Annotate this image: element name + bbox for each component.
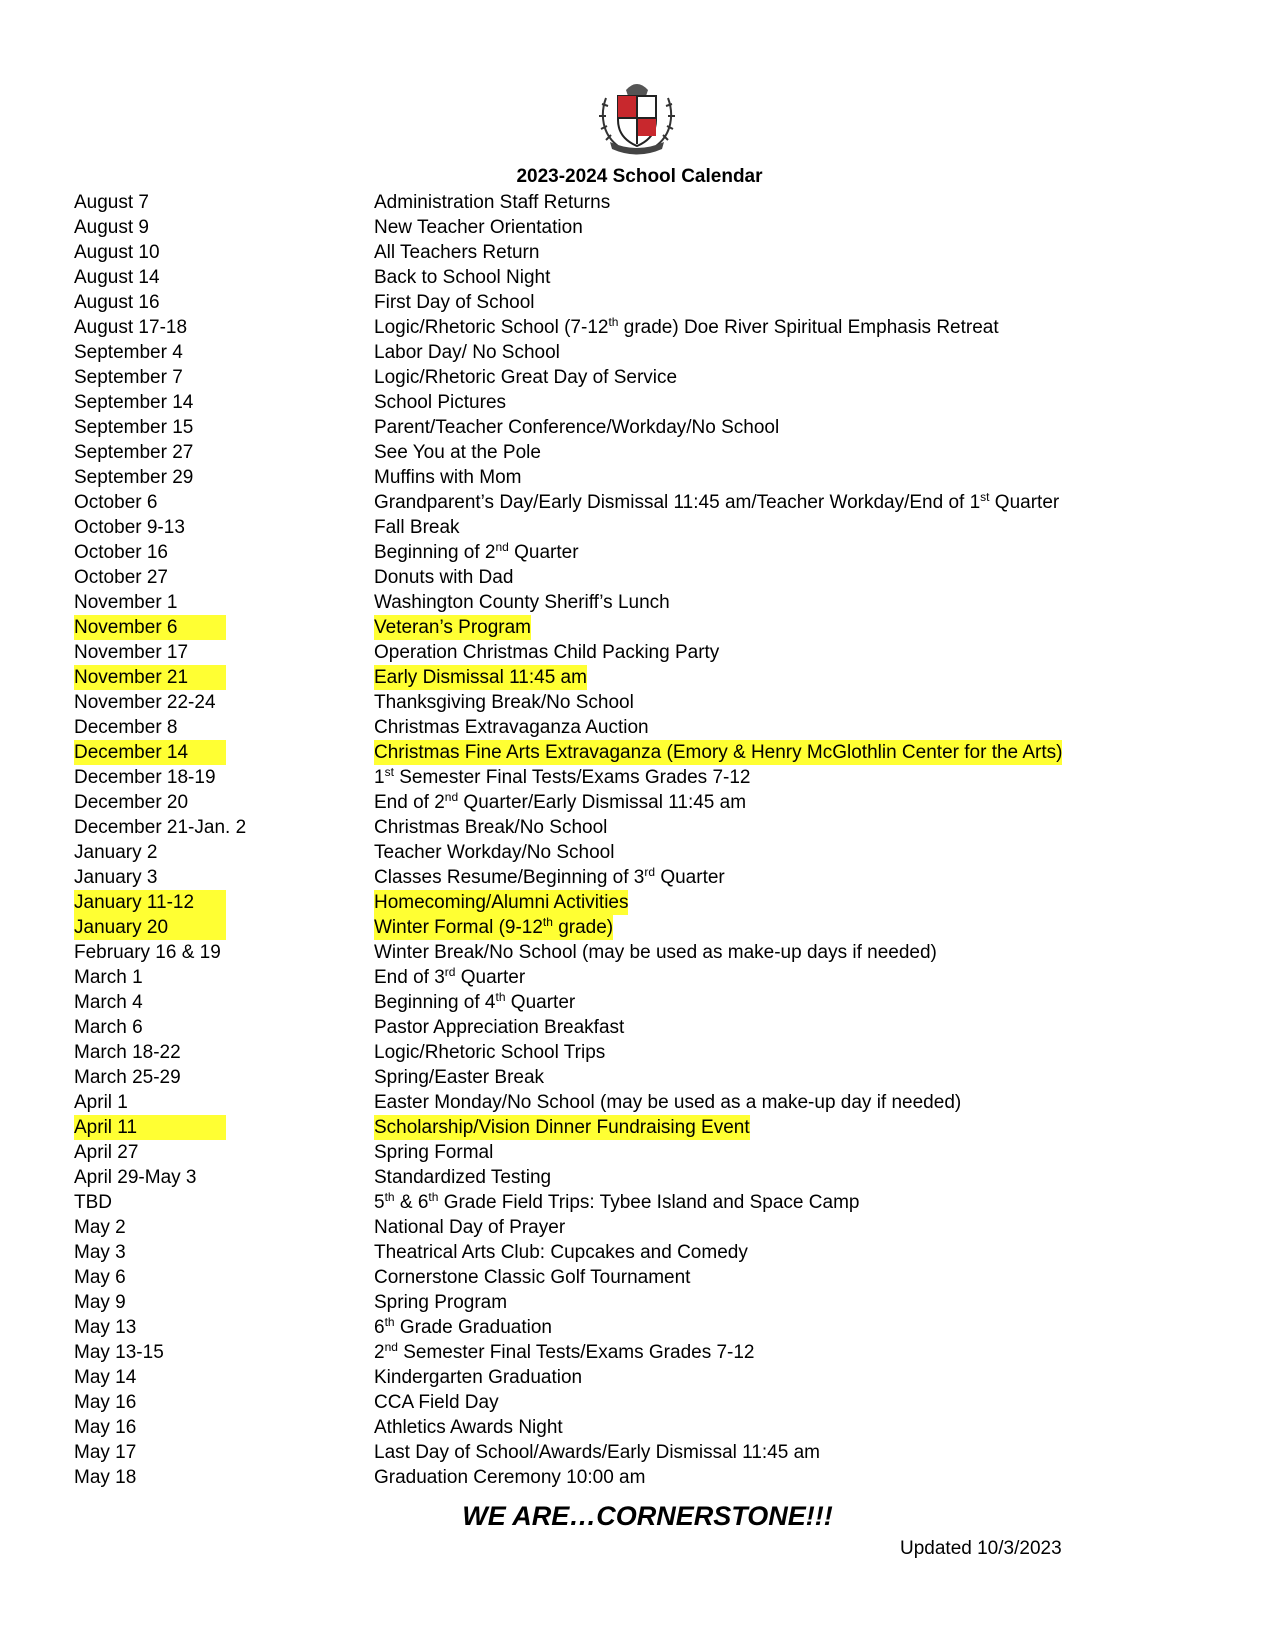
event-row [74, 390, 1214, 415]
event-description [374, 1340, 755, 1365]
event-description-text: grade) Doe River Spiritual Emphasis Retreat [618, 317, 999, 338]
event-description [374, 990, 575, 1015]
ordinal-suffix: th [542, 915, 553, 929]
event-description [374, 565, 513, 590]
event-description-text: Graduation Ceremony 10:00 am [374, 1467, 646, 1488]
event-description [374, 190, 610, 215]
event-description-text: Labor Day/ No School [374, 342, 560, 363]
event-description [374, 1090, 961, 1115]
event-description-text: grade) [552, 917, 614, 938]
event-description [374, 1290, 507, 1315]
updated-date: Updated 10/3/2023 [900, 1538, 1062, 1559]
event-description-text: Beginning of 4 [374, 992, 496, 1013]
event-description [374, 1415, 563, 1440]
event-description-text: First Day of School [374, 292, 535, 313]
event-description [374, 365, 677, 390]
event-date: September 7 [74, 367, 183, 388]
event-row [74, 1390, 1214, 1415]
crest-helmet [626, 84, 648, 96]
event-description-text: End of 2 [374, 792, 445, 813]
event-description [374, 1190, 859, 1215]
event-description [374, 515, 460, 540]
event-description-text: Beginning of 2 [374, 542, 496, 563]
event-description-text: National Day of Prayer [374, 1217, 566, 1238]
event-date: December 8 [74, 717, 178, 738]
event-description-text: Grade Graduation [394, 1317, 552, 1338]
event-row [74, 1315, 1214, 1340]
event-row [74, 1015, 1214, 1040]
event-description [374, 890, 628, 915]
event-date: April 29-May 3 [74, 1167, 197, 1188]
event-date: January 3 [74, 867, 158, 888]
event-row [74, 965, 1214, 990]
event-row [74, 590, 1214, 615]
event-date: May 17 [74, 1442, 137, 1463]
event-description-text: Standardized Testing [374, 1167, 552, 1188]
event-description-text: Muffins with Mom [374, 467, 522, 488]
event-date: November 6 [74, 615, 226, 640]
ordinal-suffix: th [495, 990, 506, 1004]
event-description [374, 1315, 552, 1340]
event-description-text: 6 [374, 1317, 385, 1338]
event-row [74, 215, 1214, 240]
event-row [74, 940, 1214, 965]
event-row [74, 490, 1214, 515]
event-date: May 2 [74, 1217, 126, 1238]
event-description-text: Classes Resume/Beginning of 3 [374, 867, 645, 888]
event-description [374, 1265, 690, 1290]
ordinal-suffix: rd [644, 865, 656, 879]
event-row [74, 1090, 1214, 1115]
event-description-text: 2 [374, 1342, 385, 1363]
event-description-text: Christmas Break/No School [374, 817, 608, 838]
event-row [74, 1265, 1214, 1290]
event-description-text: Grade Field Trips: Tybee Island and Space Camp [438, 1192, 860, 1213]
event-description-text: Spring Program [374, 1292, 508, 1313]
event-description [374, 290, 535, 315]
event-description [374, 1440, 820, 1465]
event-description-text: Donuts with Dad [374, 567, 514, 588]
ordinal-suffix: th [608, 315, 619, 329]
event-row [74, 190, 1214, 215]
ordinal-suffix: th [428, 1190, 439, 1204]
event-description [374, 615, 531, 640]
event-row [74, 790, 1214, 815]
event-row [74, 690, 1214, 715]
event-description-text: & 6 [394, 1192, 429, 1213]
event-description [374, 1140, 493, 1165]
event-description [374, 265, 550, 290]
event-row [74, 1465, 1214, 1490]
event-date: February 16 & 19 [74, 942, 221, 963]
event-description [374, 390, 506, 415]
event-row [74, 465, 1214, 490]
event-description [374, 490, 1059, 515]
event-description-text: Quarter/Early Dismissal 11:45 am [458, 792, 747, 813]
event-date: September 4 [74, 342, 183, 363]
event-date: May 9 [74, 1292, 126, 1313]
event-date: August 17-18 [74, 317, 188, 338]
event-date: April 1 [74, 1092, 128, 1113]
event-date: October 16 [74, 542, 168, 563]
event-date: August 14 [74, 267, 160, 288]
event-description-text: Logic/Rhetoric School Trips [374, 1042, 606, 1063]
event-date: April 11 [74, 1115, 226, 1140]
event-description [374, 315, 999, 340]
event-description-text: Theatrical Arts Club: Cupcakes and Comedy [374, 1242, 748, 1263]
event-date: August 10 [74, 242, 160, 263]
event-description-text: Quarter [655, 867, 725, 888]
event-description-text: Pastor Appreciation Breakfast [374, 1017, 625, 1038]
event-row [74, 565, 1214, 590]
event-description-text: Washington County Sheriff’s Lunch [374, 592, 670, 613]
event-description-text: Christmas Extravaganza Auction [374, 717, 649, 738]
event-row [74, 1165, 1214, 1190]
event-date: May 18 [74, 1467, 137, 1488]
event-description [374, 215, 583, 240]
event-date: September 27 [74, 442, 194, 463]
event-date: August 16 [74, 292, 160, 313]
event-row [74, 1440, 1214, 1465]
event-date: April 27 [74, 1142, 139, 1163]
event-description-text: See You at the Pole [374, 442, 541, 463]
event-row [74, 315, 1214, 340]
event-description [374, 1115, 750, 1140]
event-description [374, 415, 779, 440]
event-date: March 6 [74, 1017, 143, 1038]
event-description-text: Early Dismissal 11:45 am [374, 667, 587, 688]
ordinal-suffix: nd [384, 1340, 398, 1354]
event-row [74, 1290, 1214, 1315]
event-description-text: Logic/Rhetoric Great Day of Service [374, 367, 678, 388]
event-row [74, 765, 1214, 790]
event-date: March 25-29 [74, 1067, 181, 1088]
event-description [374, 1465, 645, 1490]
event-row [74, 915, 1214, 940]
ordinal-suffix: th [384, 1315, 395, 1329]
event-description-text: Semester Final Tests/Exams Grades 7-12 [393, 767, 751, 788]
event-row [74, 515, 1214, 540]
event-date: May 13-15 [74, 1342, 164, 1363]
event-date: May 6 [74, 1267, 126, 1288]
event-row [74, 865, 1214, 890]
ordinal-suffix: nd [495, 540, 509, 554]
event-description [374, 765, 751, 790]
event-description-text: End of 3 [374, 967, 445, 988]
event-description-text: Homecoming/Alumni Activities [374, 892, 629, 913]
event-row [74, 990, 1214, 1015]
event-row [74, 815, 1214, 840]
event-date: January 20 [74, 915, 226, 940]
event-description-text: 1 [374, 767, 385, 788]
event-description [374, 715, 649, 740]
event-row [74, 640, 1214, 665]
event-date: March 4 [74, 992, 143, 1013]
event-row [74, 615, 1214, 640]
motto: WE ARE…CORNERSTONE!!! [462, 1501, 833, 1531]
event-description-text: Winter Formal (9-12 [374, 917, 543, 938]
event-description-text: Quarter [455, 967, 526, 988]
event-description [374, 1040, 605, 1065]
event-date: August 7 [74, 192, 149, 213]
event-date: December 18-19 [74, 767, 216, 788]
event-row [74, 415, 1214, 440]
event-date: March 1 [74, 967, 143, 988]
event-description-text: Winter Break/No School (may be used as make-up days if needed) [374, 942, 937, 963]
event-description-text: Easter Monday/No School (may be used as a make-up day if needed) [374, 1092, 962, 1113]
event-date: December 14 [74, 740, 226, 765]
event-row [74, 1140, 1214, 1165]
event-description [374, 690, 634, 715]
event-date: December 21-Jan. 2 [74, 817, 247, 838]
page-title: 2023-2024 School Calendar [516, 166, 763, 187]
event-description [374, 915, 613, 940]
event-date: October 6 [74, 492, 158, 513]
event-date: January 2 [74, 842, 158, 863]
event-description-text: Athletics Awards Night [374, 1417, 563, 1438]
event-date: November 21 [74, 665, 226, 690]
event-date: September 15 [74, 417, 194, 438]
event-description [374, 590, 670, 615]
event-description [374, 340, 560, 365]
event-description [374, 1065, 544, 1090]
event-date: November 22-24 [74, 692, 216, 713]
event-date: September 14 [74, 392, 194, 413]
ordinal-suffix: nd [444, 790, 459, 804]
event-description-text: Last Day of School/Awards/Early Dismissal 11:45 am [374, 1442, 820, 1463]
ordinal-suffix: st [980, 490, 990, 504]
event-date: TBD [74, 1192, 112, 1213]
event-row [74, 265, 1214, 290]
event-row [74, 740, 1214, 765]
event-row [74, 840, 1214, 865]
event-row [74, 1415, 1214, 1440]
event-description-text: Veteran’s Program [374, 617, 532, 638]
event-date: November 17 [74, 642, 189, 663]
event-description [374, 965, 525, 990]
event-description-text: Logic/Rhetoric School (7-12 [374, 317, 609, 338]
event-description-text: Christmas Fine Arts Extravaganza (Emory & Henry McGlothlin Center for the Arts) [374, 742, 1063, 763]
event-description-text: School Pictures [374, 392, 507, 413]
event-description-text: CCA Field Day [374, 1392, 499, 1413]
event-description [374, 1390, 499, 1415]
event-row [74, 540, 1214, 565]
event-row [74, 1215, 1214, 1240]
event-description-text: Thanksgiving Break/No School [374, 692, 634, 713]
event-description-text: Fall Break [374, 517, 460, 538]
event-date: October 27 [74, 567, 168, 588]
event-row [74, 240, 1214, 265]
ordinal-suffix: rd [444, 965, 456, 979]
event-row [74, 290, 1214, 315]
event-description [374, 1165, 551, 1190]
ordinal-suffix: th [384, 1190, 395, 1204]
event-row [74, 440, 1214, 465]
event-description [374, 865, 725, 890]
event-description-text: Spring Formal [374, 1142, 494, 1163]
event-row [74, 715, 1214, 740]
event-description-text: Cornerstone Classic Golf Tournament [374, 1267, 691, 1288]
event-date: August 9 [74, 217, 149, 238]
ordinal-suffix: st [384, 765, 394, 779]
event-description-text: Semester Final Tests/Exams Grades 7-12 [397, 1342, 755, 1363]
event-description [374, 1015, 624, 1040]
event-row [74, 1190, 1214, 1215]
event-date: November 1 [74, 592, 178, 613]
event-description [374, 940, 937, 965]
event-description-text: Quarter [505, 992, 576, 1013]
event-description-text: Grandparent’s Day/Early Dismissal 11:45 am/Teacher Workday/End of 1 [374, 492, 981, 513]
event-description [374, 1240, 748, 1265]
event-description [374, 240, 539, 265]
event-description-text: Scholarship/Vision Dinner Fundraising Event [374, 1117, 750, 1138]
event-description [374, 440, 541, 465]
event-description [374, 840, 614, 865]
event-description-text: Teacher Workday/No School [374, 842, 615, 863]
event-date: May 3 [74, 1242, 126, 1263]
event-description-text: Parent/Teacher Conference/Workday/No School [374, 417, 780, 438]
event-description-text: Administration Staff Returns [374, 192, 611, 213]
event-row [74, 1340, 1214, 1365]
school-crest-logo [596, 76, 678, 156]
event-date: December 20 [74, 792, 189, 813]
event-row [74, 1065, 1214, 1090]
event-description [374, 790, 746, 815]
event-row [74, 1040, 1214, 1065]
event-row [74, 1240, 1214, 1265]
event-row [74, 365, 1214, 390]
event-description [374, 740, 1062, 765]
event-description-text: 5 [374, 1192, 385, 1213]
event-description-text: Kindergarten Graduation [374, 1367, 583, 1388]
event-date: May 13 [74, 1317, 137, 1338]
event-description [374, 465, 521, 490]
event-date: January 11-12 [74, 890, 226, 915]
event-description [374, 540, 579, 565]
event-description [374, 1215, 565, 1240]
event-description [374, 815, 607, 840]
event-date: May 16 [74, 1392, 137, 1413]
event-description-text: New Teacher Orientation [374, 217, 583, 238]
event-description [374, 665, 587, 690]
event-row [74, 665, 1214, 690]
event-date: October 9-13 [74, 517, 185, 538]
event-description [374, 1365, 582, 1390]
event-description-text: Operation Christmas Child Packing Party [374, 642, 720, 663]
event-date: May 14 [74, 1367, 137, 1388]
event-row [74, 1365, 1214, 1390]
event-row [74, 890, 1214, 915]
event-row [74, 340, 1214, 365]
event-description-text: Spring/Easter Break [374, 1067, 545, 1088]
event-date: May 16 [74, 1417, 137, 1438]
event-row [74, 1115, 1214, 1140]
event-description [374, 640, 719, 665]
event-date: September 29 [74, 467, 194, 488]
event-description-text: Quarter [989, 492, 1060, 513]
event-date: March 18-22 [74, 1042, 181, 1063]
event-description-text: Back to School Night [374, 267, 551, 288]
event-description-text: Quarter [508, 542, 579, 563]
event-description-text: All Teachers Return [374, 242, 540, 263]
events-list [74, 190, 1214, 1490]
